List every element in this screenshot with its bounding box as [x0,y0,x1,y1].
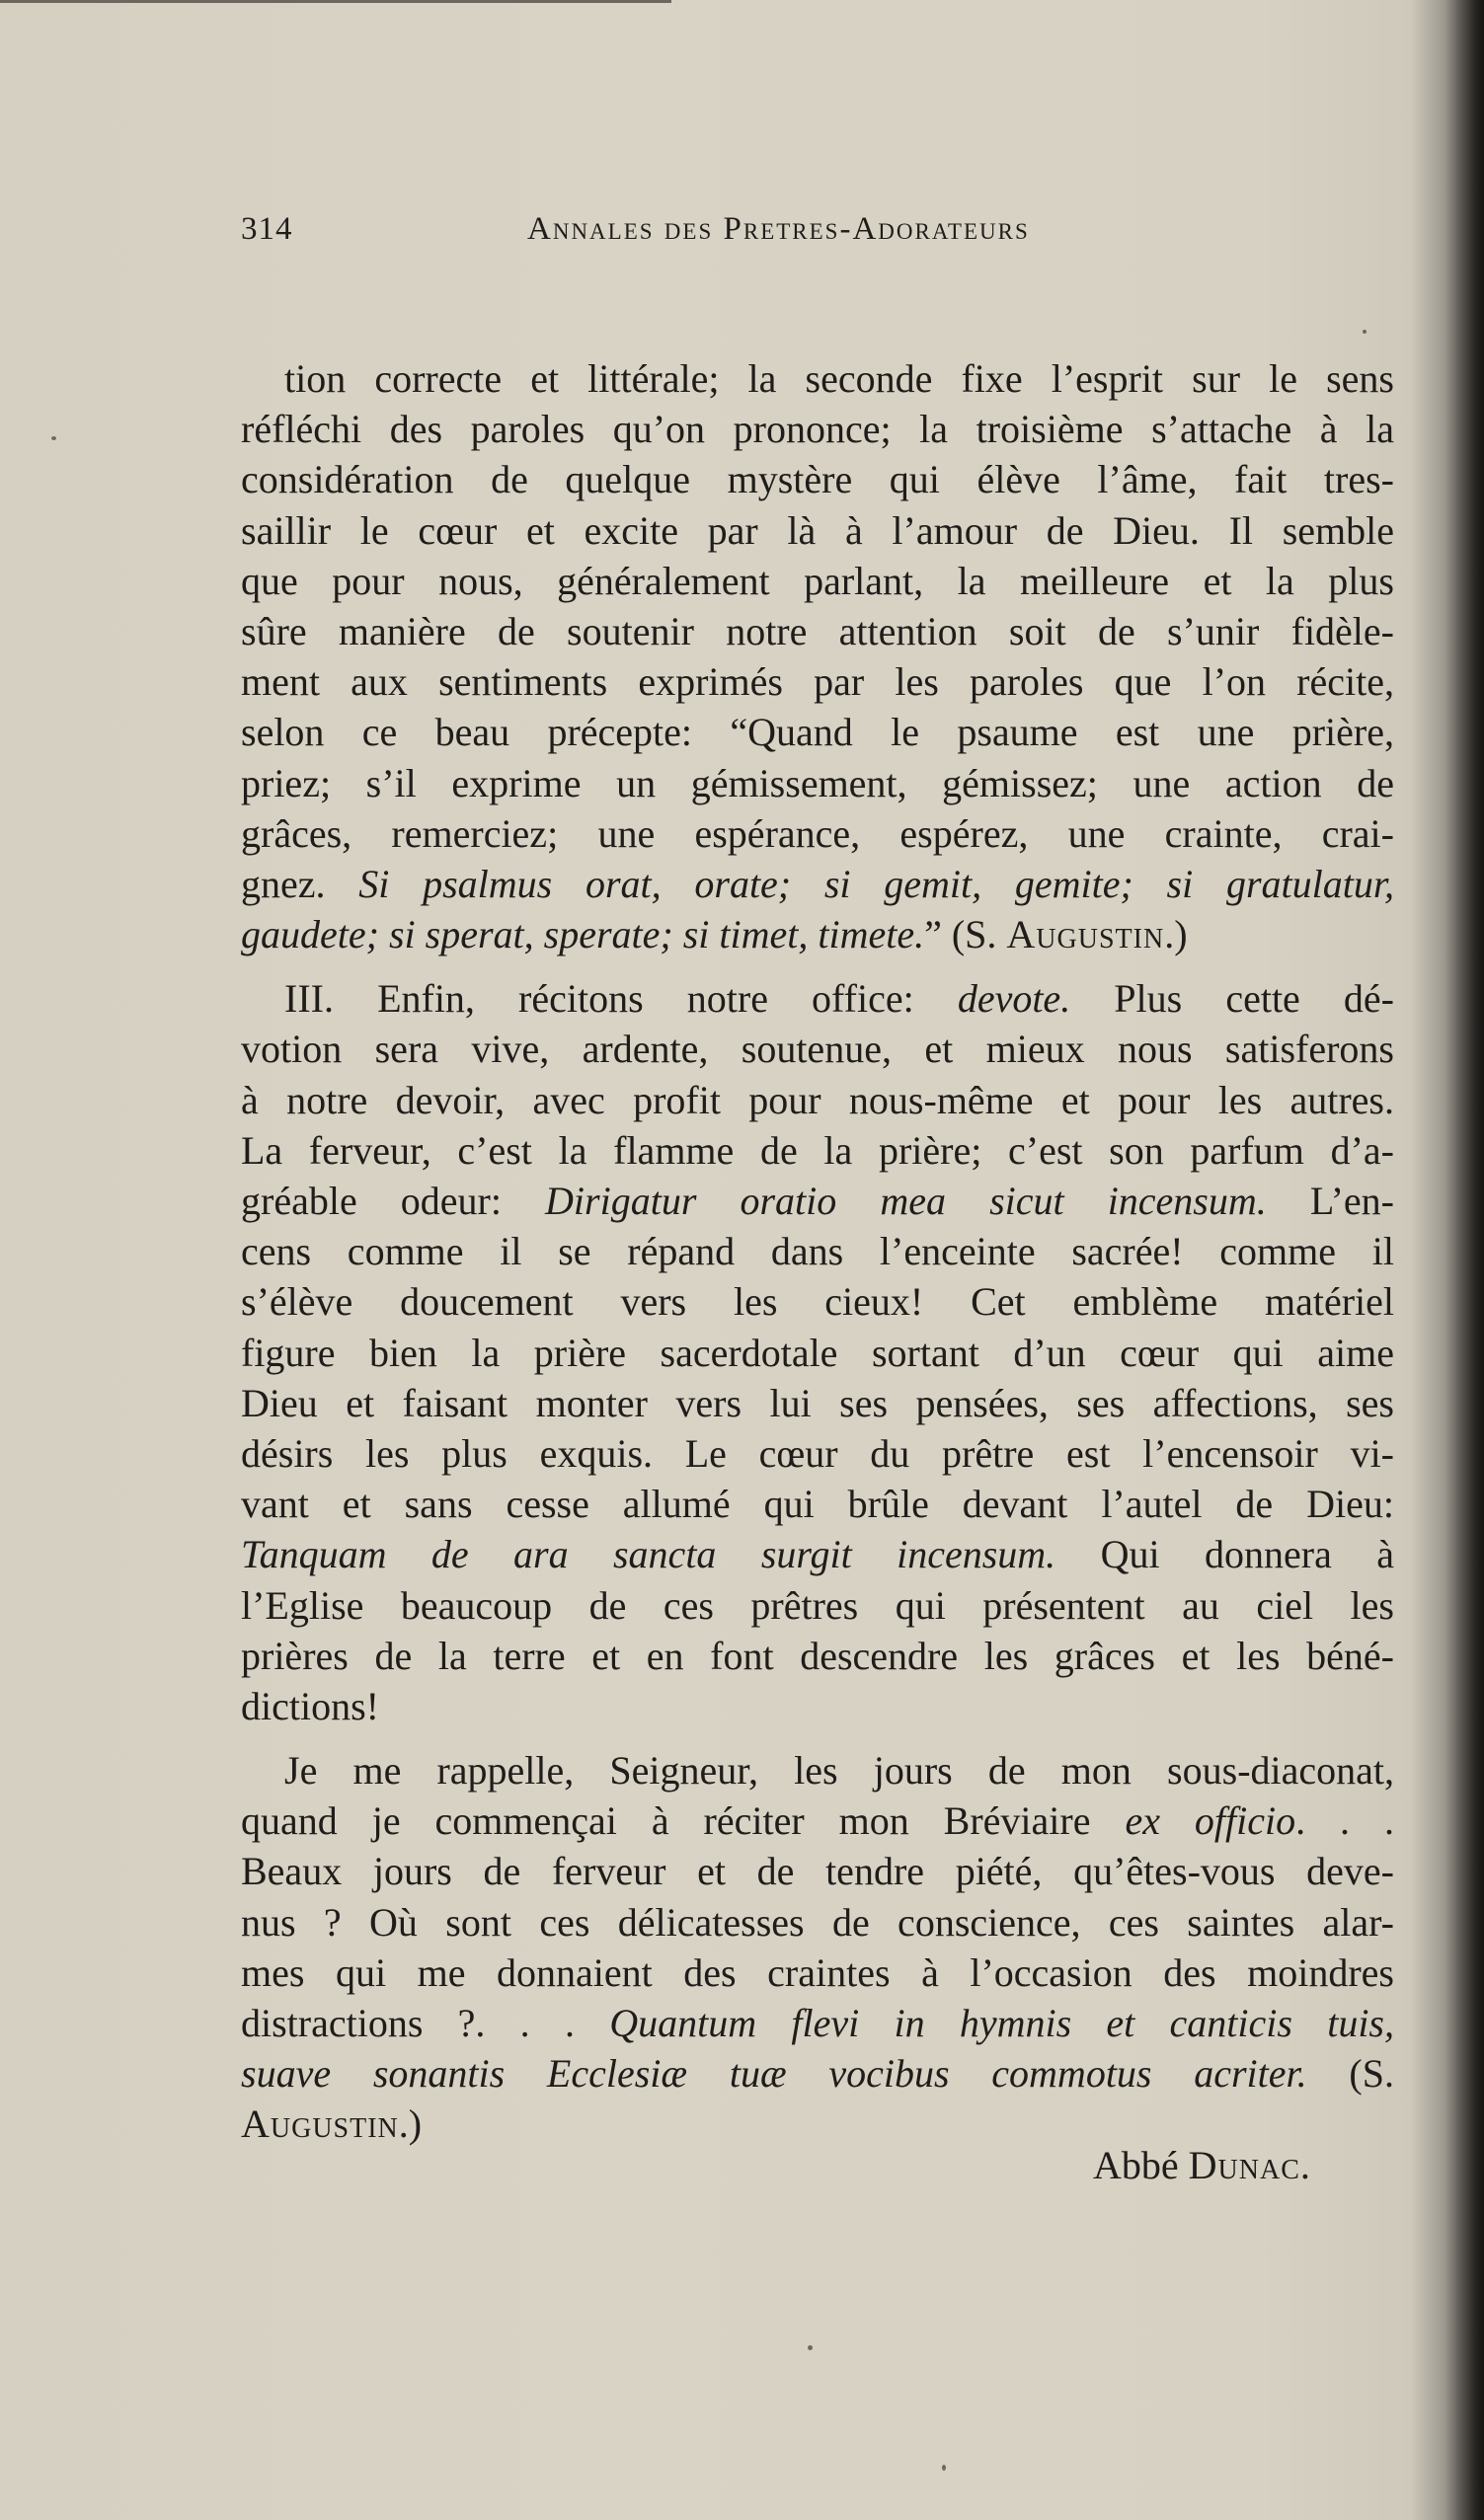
text-line [241,1846,1394,1896]
text-line [241,606,1394,656]
text-line [241,1075,1394,1125]
text-segment: priez; s’il exprime un gémissement, gémissez; une action de [241,760,1394,805]
text-segment: distractions ?. . . [241,2001,610,2045]
small-caps-text: Augustin [1006,912,1165,957]
italic-text: Quantum flevi in hymnis et canticis tuis, [609,2001,1394,2045]
text-segment: saillir le cœur et excite par là à l’amour de Dieu. Il semble [241,507,1394,553]
text-line [241,707,1394,757]
text-segment: Qui donnera à [1055,1532,1394,1577]
text-segment: .) [1164,912,1188,957]
signature-name: Dunac [1188,2143,1300,2187]
text-segment: ment aux sentiments exprimés par les paroles que l’on récite, [241,659,1394,705]
text-line [241,454,1394,504]
text-line [241,1998,1394,2048]
text-segment: gnez. [241,861,359,906]
italic-text: devote. [957,976,1071,1022]
text-line [241,556,1394,606]
text-segment: nus ? Où sont ces délicatesses de conscience, ces saintes alar- [241,1899,1394,1945]
text-line [241,1479,1394,1529]
text-segment: considération de quelque mystère qui élève l’âme, fait tres- [241,457,1394,502]
page-top-edge [0,0,671,3]
text-line [241,1745,1394,1795]
paper-speck [51,436,56,440]
text-line [241,1428,1394,1479]
text-segment: sûre manière de soutenir notre attention soit de s’unir fidèle- [241,608,1394,653]
text-segment: l’Eglise beaucoup de ces prêtres qui présentent au ciel les [241,1582,1394,1628]
text-segment: cens comme il se répand dans l’enceinte sacrée! comme il [241,1229,1394,1274]
text-segment: s’élève doucement vers les cieux! Cet emblème matériel [241,1279,1394,1325]
text-line [241,1024,1394,1074]
italic-text: Tanquam de ara sancta surgit incensum. [241,1532,1056,1577]
signature [1093,2142,1310,2188]
paragraph-gap [241,1731,1394,1745]
text-segment: (S. [1306,2051,1394,2097]
text-segment: . . . [1295,1798,1394,1844]
running-head [241,211,1228,261]
text-segment: Plus cette dé- [1070,976,1394,1022]
text-segment: grâces, remerciez; une espérance, espérez, une crainte, crai- [241,810,1394,856]
italic-text: suave sonantis Ecclesiæ tuæ vocibus commotus acriter. [241,2051,1307,2097]
text-segment: désirs les plus exquis. Le cœur du prêtre est l’encensoir vi- [241,1430,1394,1476]
text-segment: réfléchi des paroles qu’on prononce; la troisième s’attache à la [241,407,1394,452]
text-segment: que pour nous, généralement parlant, la meilleure et la plus [241,558,1394,603]
running-title: Annales des Pretres-Adorateurs [527,211,1030,247]
text-segment: vant et sans cesse allumé qui brûle devant l’autel de Dieu: [241,1482,1394,1527]
text-line [241,758,1394,808]
text-line [241,1378,1394,1428]
text-segment: Dieu et faisant monter vers lui ses pensées, ses affections, ses [241,1380,1394,1425]
page-number: 314 [241,211,293,247]
text-line [241,1580,1394,1631]
text-line [241,808,1394,859]
text-line [241,1681,1394,1731]
text-line [241,656,1394,707]
text-line [241,1631,1394,1681]
paragraph-gap [241,959,1394,973]
text-segment: selon ce beau précepte: “Quand le psaume est une prière, [241,710,1394,755]
text-line [241,1125,1394,1176]
italic-text: ex officio [1125,1798,1296,1844]
text-line [241,1226,1394,1276]
text-line [241,1795,1394,1846]
small-caps-text: Augustin [241,2101,399,2147]
text-line [241,1176,1394,1226]
italic-text: Dirigatur oratio mea sicut incensum. [545,1179,1267,1223]
text-line [241,1529,1394,1579]
text-line [241,1276,1394,1327]
italic-text: Si psalmus orat, orate; si gemit, gemite; si gratulatur, [358,861,1394,906]
paper-speck [808,2345,813,2350]
text-line [241,505,1394,556]
text-segment: quand je commençai à réciter mon Bréviaire [241,1798,1126,1844]
text-line [241,1897,1394,1947]
text-segment: dictions! [241,1683,379,1728]
text-segment: L’en- [1266,1179,1394,1223]
text-segment: Je me rappelle, Seigneur, les jours de mon sous-diaconat, [284,1748,1394,1794]
text-segment: figure bien la prière sacerdotale sortant d’un cœur qui aime [241,1330,1394,1375]
binding-shadow [1445,0,1484,2520]
body-text [241,353,1394,2150]
text-line [241,1328,1394,1378]
text-segment: III. Enfin, récitons notre office: [284,976,958,1022]
italic-text: gaudete; si sperat, sperate; si timet, timete. [241,912,925,957]
text-line [241,859,1394,909]
paper-speck [942,2465,946,2471]
text-segment: prières de la terre et en font descendre les grâces et les béné- [241,1633,1394,1678]
text-segment: tion correcte et littérale; la seconde fixe l’esprit sur le sens [284,356,1394,401]
paper-speck [1363,330,1367,334]
text-segment: mes qui me donnaient des craintes à l’occasion des moindres [241,1949,1394,1995]
text-segment: La ferveur, c’est la flamme de la prière; c’est son parfum d’a- [241,1127,1394,1173]
signature-prefix: Abbé [1093,2143,1189,2187]
text-line [241,909,1394,959]
text-segment: ” (S. [924,912,1007,957]
text-segment: à notre devoir, avec profit pour nous-même et pour les autres. [241,1077,1394,1122]
text-segment: gréable odeur: [241,1179,546,1223]
text-segment: Beaux jours de ferveur et de tendre piété, qu’êtes-vous deve- [241,1849,1394,1894]
text-segment: .) [398,2101,423,2147]
text-line [241,404,1394,454]
text-line [241,1947,1394,1998]
text-line [241,2048,1394,2099]
text-line [241,973,1394,1024]
signature-suffix: . [1299,2143,1310,2187]
text-line [241,353,1394,404]
text-segment: votion sera vive, ardente, soutenue, et mieux nous satisferons [241,1027,1394,1072]
